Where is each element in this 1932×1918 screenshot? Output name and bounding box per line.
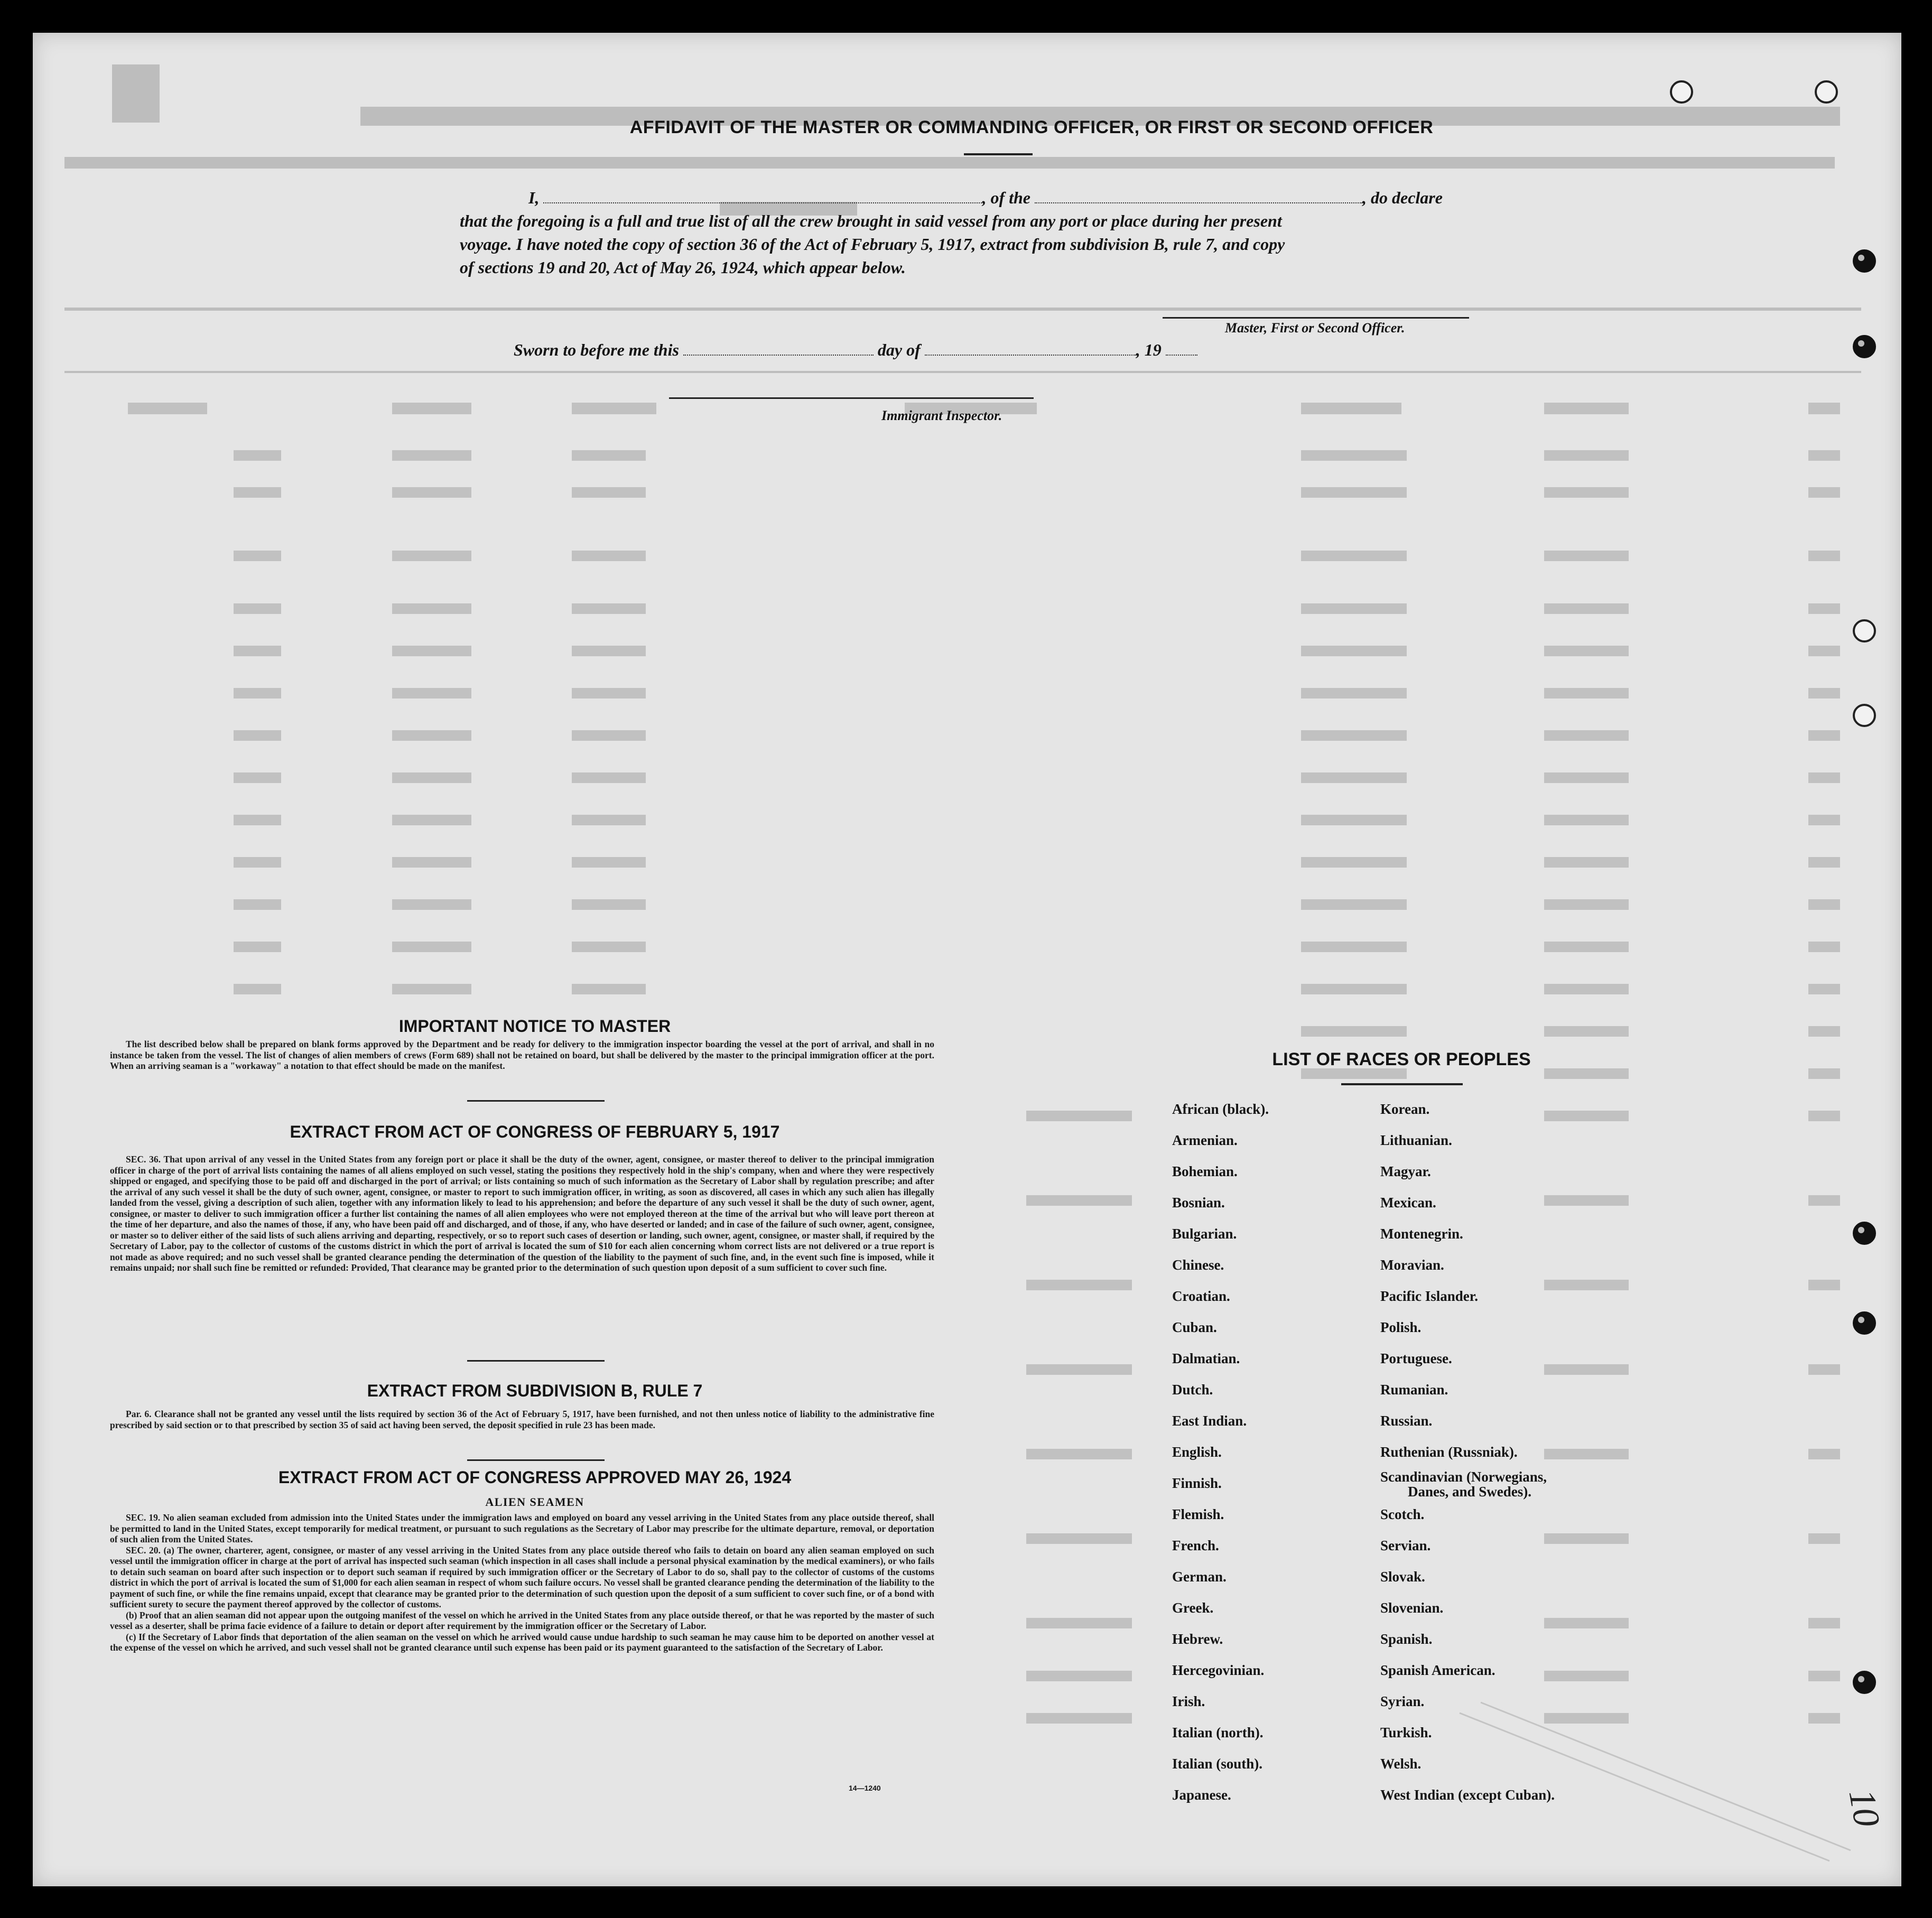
binder-hole-3 xyxy=(1853,619,1876,643)
race-left-item: Dutch. xyxy=(1172,1382,1213,1398)
race-right-item: Scotch. xyxy=(1380,1506,1425,1522)
binder-hole-1 xyxy=(1853,249,1876,273)
race-right-item: Portuguese. xyxy=(1380,1351,1452,1366)
race-right-item: Lithuanian. xyxy=(1380,1132,1452,1148)
race-right-item: Montenegrin. xyxy=(1380,1226,1463,1242)
affidavit-line-4: of sections 19 and 20, Act of May 26, 1924, which appear below. xyxy=(460,258,906,277)
master-name-field[interactable] xyxy=(543,189,982,203)
race-right-item: Spanish. xyxy=(1380,1631,1433,1647)
race-left-item: Irish. xyxy=(1172,1693,1205,1709)
race-right-item: Turkish. xyxy=(1380,1725,1432,1740)
race-left-item: Bohemian. xyxy=(1172,1163,1238,1179)
race-right-item: Moravian. xyxy=(1380,1257,1444,1273)
affidavit-line-2: that the foregoing is a full and true list of all the crew brought in said vessel from any port or place during her present xyxy=(460,211,1282,230)
notice-title: IMPORTANT NOTICE TO MASTER xyxy=(398,1017,671,1036)
subdivision-b-text xyxy=(110,1409,934,1430)
binder-hole-7 xyxy=(1853,1671,1876,1694)
sec-36-paragraph: SEC. 36. That upon arrival of any vessel in the United States from any foreign port or place it shall be the duty of the owner, agent, consignee, or master thereof to deliver to the principal immigration officer in charge of the port of arrival lists containing the names of all aliens employed on such vessel, stating the positions they respectively hold in the ship's company, when and where they were respectively shipped or engaged, and specifying those to be paid off and discharged in the port of arrival; or lists containing so much of such information as the Secretary of Labor shall by regulation prescribe; and after the arrival of any such vessel it shall be the duty of such owner, agent, consignee, or master to report to such immigration officer, in writing, as soon as discovered, all cases in which any such alien has illegally landed from the vessel, giving a description of such alien, together with any information likely to lead to his apprehension; and before the departure of any such vessel it shall be the duty of such owner, agent, consignee, or master to deliver to such immigration officer a further list containing the names of all alien employees who were not employed thereon at the time of the arrival but who will leave port thereon at the time of her departure, and also the names of those, if any, who have been paid off and discharged, and of those, if any, who have deserted or landed; and in case of the failure of such owner, agent, consignee, or master so to deliver either of the said lists of such aliens arriving and departing, respectively, or so to report such cases of desertion or landing, such owner, agent, consignee, or master shall, if required by the Secretary of Labor, pay to the collector of customs of the customs district in which the port of arrival is located the sum of $10 for each alien concerning whom correct lists are not delivered or a true report is not made as above required; and no such vessel shall be granted clearance pending the determination of the question of the liability to the payment of such fine, and, in the event such fine is imposed, while it remains unpaid; nor shall such fine be remitted or refunded: Provided, That clearance may be granted prior to the determination of such question upon deposit of a sum sufficient to cover such fine. xyxy=(110,1154,934,1273)
affidavit-do-declare: , do declare xyxy=(1362,188,1443,207)
affidavit-i: I, xyxy=(528,188,540,207)
rule-2 xyxy=(467,1360,605,1362)
race-right-item: Magyar. xyxy=(1380,1163,1431,1179)
alien-seamen-subtitle: ALIEN SEAMEN xyxy=(485,1495,584,1509)
affidavit-line-3: voyage. I have noted the copy of section 36 of the Act of February 5, 1917, extract from subdivision B, rule 7, and copy xyxy=(460,235,1285,254)
sec-20c-paragraph: (c) If the Secretary of Labor finds that deportation of the alien seaman on the vessel on which he arrived would cause undue hardship to such seaman he may cause him to be deported on another vessel at the expense of the vessel on which he arrived, and such vessel shall not be granted clearance until such expense has been paid or its payment guaranteed to the satisfaction of the Secretary of Labor. xyxy=(110,1631,934,1653)
race-left-item: Dalmatian. xyxy=(1172,1351,1240,1366)
race-right-item: Ruthenian (Russniak). xyxy=(1380,1444,1518,1460)
race-left-item: Cuban. xyxy=(1172,1319,1217,1335)
race-left-item: Bulgarian. xyxy=(1172,1226,1237,1242)
extract-1924-text xyxy=(110,1512,934,1653)
subdivision-b-title: EXTRACT FROM SUBDIVISION B, RULE 7 xyxy=(367,1381,703,1400)
race-right-item: Servian. xyxy=(1380,1538,1431,1553)
inspector-signature-label: Immigrant Inspector. xyxy=(881,408,1002,423)
sworn-day-field[interactable] xyxy=(683,341,874,356)
race-left-item: Finnish. xyxy=(1172,1475,1222,1491)
race-left-item: Hercegovinian. xyxy=(1172,1662,1265,1678)
race-right-item: Scandinavian (Norwegians, xyxy=(1380,1469,1547,1485)
master-signature-line[interactable] xyxy=(1163,317,1469,319)
binder-hole-4 xyxy=(1853,704,1876,727)
rule-3 xyxy=(467,1459,605,1461)
race-right-item: Rumanian. xyxy=(1380,1382,1448,1398)
sec-19-paragraph: SEC. 19. No alien seaman excluded from admission into the United States under the immigration laws and employed on board any vessel arriving in the United States from any place outside thereof, shall be permitted to land in the United States, except temporarily for medical treatment, or pursuant to such regulations as the Secretary of Labor may prescribe for the ultimate departure, removal, or deportation of such alien from the United States. xyxy=(110,1512,934,1544)
race-right-item: Syrian. xyxy=(1380,1693,1425,1709)
race-left-item: East Indian. xyxy=(1172,1413,1247,1429)
binder-hole-5 xyxy=(1853,1222,1876,1245)
race-right-item: Polish. xyxy=(1380,1319,1422,1335)
race-right-item: Korean. xyxy=(1380,1101,1430,1117)
sec-20b-paragraph: (b) Proof that an alien seaman did not appear upon the outgoing manifest of the vessel on which he arrived in the United States from any place outside thereof, or that he was reported by the master of such vessel as a deserter, shall be prima facie evidence of a failure to detain or deport after requirement by the immigration officer or the Secretary of Labor. xyxy=(110,1609,934,1631)
binder-hole-top-left xyxy=(1670,80,1693,104)
race-right-item: Danes, and Swedes). xyxy=(1408,1484,1532,1500)
sworn-month-field[interactable] xyxy=(925,341,1136,356)
form-number: 14—1240 xyxy=(849,1784,881,1792)
extract-1924-title: EXTRACT FROM ACT OF CONGRESS APPROVED MAY 26, 1924 xyxy=(278,1468,792,1487)
sec-20a-paragraph: SEC. 20. (a) The owner, charterer, agent, consignee, or master of any vessel arriving in the United States from any place outside thereof who fails to detain on board any alien seaman employed on such vessel until the immigration officer in charge at the port of arrival has inspected such seaman (which inspection in all cases shall include a personal physical examination by the medical examiners), or who fails to detain such seaman on board after such inspection or to deport such seaman if required by such immigration officer or the Secretary of Labor to do so, shall pay to the collector of customs of the customs district in which the port of arrival is located the sum of $1,000 for each alien seaman in respect of whom such failure occurs. No vessel shall be granted clearance pending the determination of the liability to the payment of such fine, or while the fine remains unpaid, except that clearance may be granted prior to the determination of such question upon the deposit of a sum sufficient to cover such fine, or of a bond with sufficient surety to secure the payment thereof approved by the collector of customs. xyxy=(110,1544,934,1609)
race-left-item: German. xyxy=(1172,1569,1227,1585)
race-left-item: Hebrew. xyxy=(1172,1631,1223,1647)
race-right-item: Mexican. xyxy=(1380,1195,1436,1211)
extract-1917-title: EXTRACT FROM ACT OF CONGRESS OF FEBRUARY 5, 1917 xyxy=(290,1122,780,1141)
race-right-item: West Indian (except Cuban). xyxy=(1380,1787,1555,1803)
sworn-statement xyxy=(514,340,1197,360)
par-6-paragraph: Par. 6. Clearance shall not be granted any vessel until the lists required by section 36 of the Act of February 5, 1917, have been furnished, and not then unless notice of liability to the administrative fine prescribed by said section or to that prescribed by section 35 of said act having been served, the deposit specified in rule 23 has been made. xyxy=(110,1409,934,1430)
affidavit-line-1 xyxy=(460,186,1517,209)
races-title-rule xyxy=(1341,1083,1463,1085)
affidavit-body xyxy=(460,186,1517,279)
race-right-item: Spanish American. xyxy=(1380,1662,1496,1678)
sworn-day-of: day of xyxy=(877,340,921,359)
master-signature-label: Master, First or Second Officer. xyxy=(1225,320,1405,336)
vessel-name-field[interactable] xyxy=(1035,189,1362,203)
race-left-item: Croatian. xyxy=(1172,1288,1230,1304)
notice-paragraph: The list described below shall be prepared on blank forms approved by the Department and be ready for delivery to the immigration inspector boarding the vessel at the port of arrival, and shall in no instance be taken from the vessel. The list of changes of alien members of crews (Form 689) shall not be retained on board, but shall be delivered by the master to the principal immigration officer at the port. When an arriving seaman is a "workaway" a notation to that effect should be made on the manifest. xyxy=(110,1039,934,1071)
race-left-item: Japanese. xyxy=(1172,1787,1231,1803)
affidavit-title-rule xyxy=(964,153,1033,155)
race-left-item: Chinese. xyxy=(1172,1257,1224,1273)
race-left-item: Armenian. xyxy=(1172,1132,1238,1148)
binder-hole-top-right xyxy=(1815,80,1838,104)
sworn-prefix: Sworn to before me this xyxy=(514,340,679,359)
sworn-year-prefix: , 19 xyxy=(1136,340,1162,359)
rule-1 xyxy=(467,1100,605,1102)
notice-text xyxy=(110,1039,934,1072)
race-right-item: Welsh. xyxy=(1380,1756,1422,1772)
race-left-item: English. xyxy=(1172,1444,1222,1460)
affidavit-of-the: , of the xyxy=(982,188,1030,207)
race-left-item: Bosnian. xyxy=(1172,1195,1225,1211)
race-left-item: Italian (south). xyxy=(1172,1756,1263,1772)
extract-1917-text xyxy=(110,1154,934,1273)
races-title: LIST OF RACES OR PEOPLES xyxy=(1272,1049,1531,1069)
race-left-item: African (black). xyxy=(1172,1101,1269,1117)
handwritten-page-number: 10 xyxy=(1841,1786,1888,1830)
manifest-page xyxy=(33,33,1901,1886)
inspector-signature-line[interactable] xyxy=(669,397,1034,399)
race-right-item: Pacific Islander. xyxy=(1380,1288,1478,1304)
binder-hole-6 xyxy=(1853,1311,1876,1335)
race-right-item: Slovenian. xyxy=(1380,1600,1444,1616)
race-left-item: Greek. xyxy=(1172,1600,1214,1616)
race-left-item: Flemish. xyxy=(1172,1506,1224,1522)
race-left-item: Italian (north). xyxy=(1172,1725,1264,1740)
affidavit-title: AFFIDAVIT OF THE MASTER OR COMMANDING OFFICER, OR FIRST OR SECOND OFFICER xyxy=(629,117,1434,137)
sworn-year-field[interactable] xyxy=(1166,341,1197,356)
binder-hole-2 xyxy=(1853,335,1876,358)
race-right-item: Russian. xyxy=(1380,1413,1433,1429)
race-right-item: Slovak. xyxy=(1380,1569,1425,1585)
race-left-item: French. xyxy=(1172,1538,1219,1553)
